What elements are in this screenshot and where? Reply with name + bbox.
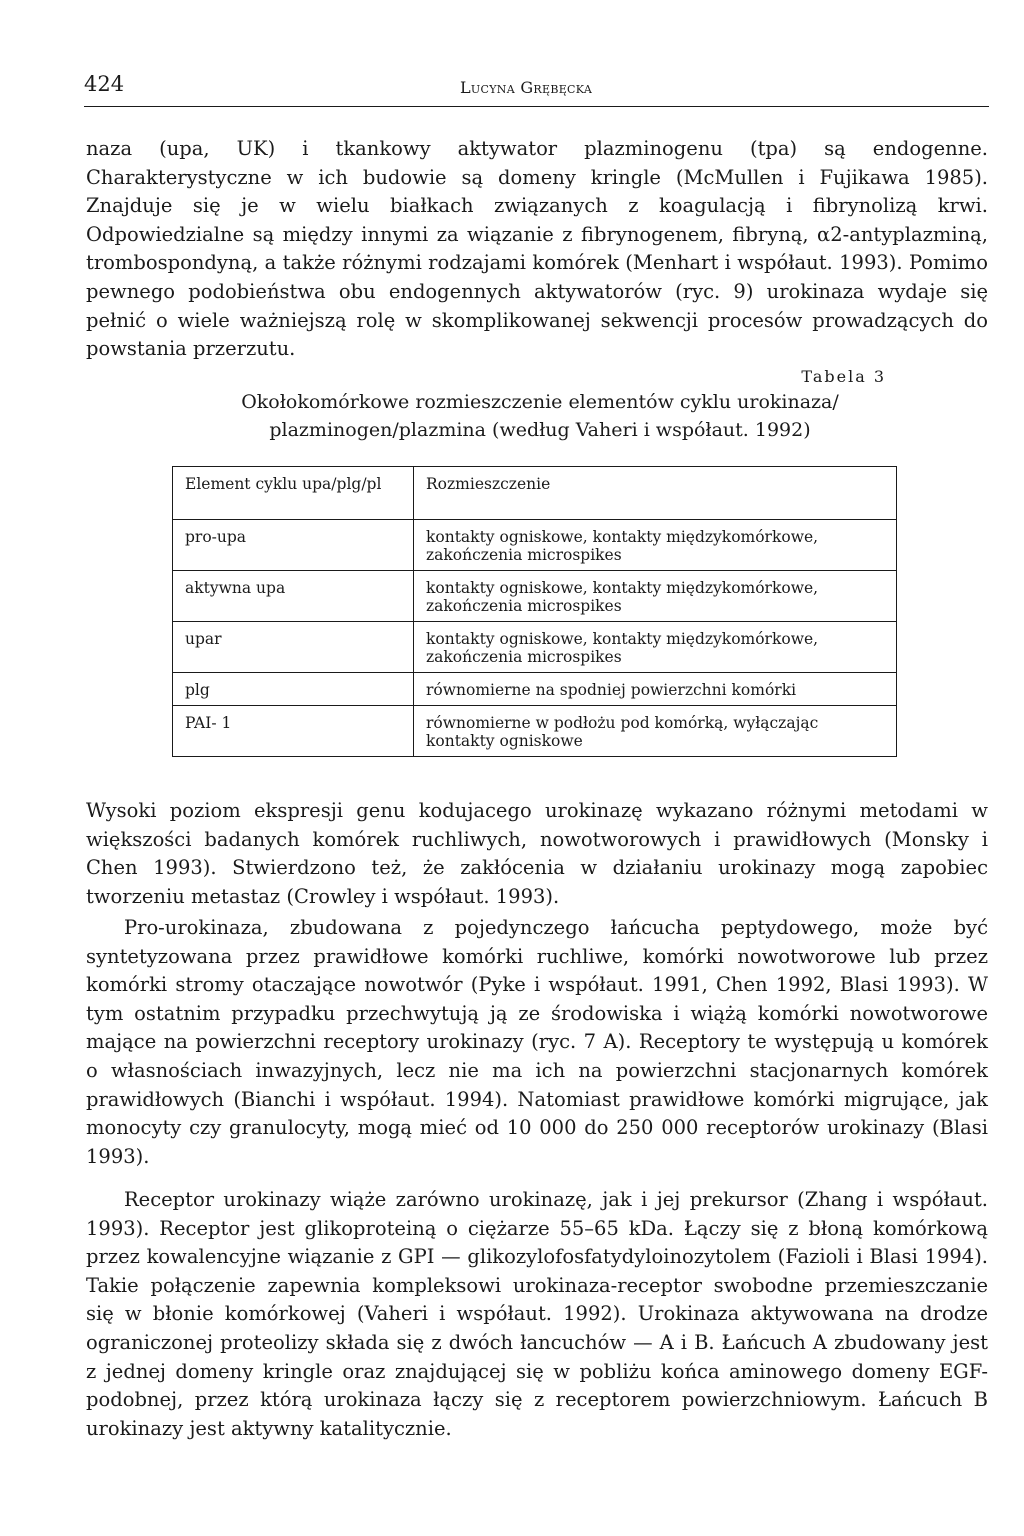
table-row [173,673,897,706]
paragraph-4: Receptor urokinazy wiąże zarówno urokinazę, jak i jej prekursor (Zhang i współaut. 1993). Receptor jest glikoproteiną o ciężarze 55–65 kDa. Łączy się z błoną komórkową przez kowalencyjne wiązanie z GPI — glikozylofosfatydyloinozytolem (Fazioli i Blasi 1994). Takie połączenie zapewnia kompleksowi urokinaza-receptor swobodne przemieszczanie się w błonie komórkowej (Vaheri i współaut. 1992). Urokinaza aktywowana na drodze ograniczonej proteolizy składa się z dwóch łancuchów — A i B. Łańcuch A zbudowany jest z jednej domeny kringle oraz znajdującej się w pobliżu końca aminowego domeny EGF-podobnej, przez którą urokinaza łączy się z receptorem powierzchniowym. Łańcuch B urokinazy jest aktywny katalitycznie. [86,1188,988,1440]
page-header [84,72,989,107]
table-caption [150,388,930,444]
table-caption-line-2: plazminogen/plazmina (według Vaheri i współaut. 1992) [269,419,811,441]
table-cell-distribution: kontakty ogniskowe, kontakty międzykomórkowe, zakończenia microspikes [414,622,897,673]
table-cell-element: plg [173,673,414,706]
running-head: Lucyna Grębęcka [460,78,593,97]
table-caption-line-1: Okołokomórkowe rozmieszczenie elementów cyklu urokinaza/ [241,391,839,413]
table-cell-distribution: równomierne w podłożu pod komórką, wyłączając kontakty ogniskowe [414,706,897,757]
table-header-distribution: Rozmieszczenie [414,467,897,520]
table-cell-distribution: kontakty ogniskowe, kontakty międzykomórkowe, zakończenia microspikes [414,520,897,571]
distribution-table [172,466,897,757]
table-cell-distribution: kontakty ogniskowe, kontakty międzykomórkowe, zakończenia microspikes [414,571,897,622]
table-cell-element: pro-upa [173,520,414,571]
paragraph-3: Pro-urokinaza, zbudowana z pojedynczego łańcucha peptydowego, może być syntetyzowana przez prawidłowe komórki ruchliwe, komórki nowotworowe lub przez komórki stromy otaczające nowotwór (Pyke i współaut. 1991, Chen 1992, Blasi 1993). W tym ostatnim przypadku przechwytują ją ze środowiska i wiążą komórki nowotworowe mające na powierzchni receptory urokinazy (ryc. 7 A). Receptory te występują u komórek o własnościach inwazyjnych, lecz nie ma ich na powierzchni stacjonarnych komórek prawidłowych (Bianchi i współaut. 1994). Natomiast prawidłowe komórki migrujące, jak monocyty czy granulocyty, mogą mieć od 10 000 do 250 000 receptorów urokinazy (Blasi 1993). [86,916,988,1168]
paragraph-2: Wysoki poziom ekspresji genu kodujacego urokinazę wykazano różnymi metodami w większości badanych komórek ruchliwych, nowotworowych i prawidłowych (Monsky i Chen 1993). Stwierdzono też, że zakłócenia w działaniu urokinazy mogą zapobiec tworzeniu metastaz (Crowley i współaut. 1993). [86,799,988,908]
table-cell-distribution: równomierne na spodniej powierzchni komórki [414,673,897,706]
page-number: 424 [84,72,125,96]
table-row [173,706,897,757]
table-row [173,520,897,571]
table-row [173,571,897,622]
table-header-row [173,467,897,520]
table-cell-element: aktywna upa [173,571,414,622]
table-cell-element: upar [173,622,414,673]
table-row [173,622,897,673]
table-cell-element: PAI- 1 [173,706,414,757]
table-number: Tabela 3 [801,367,886,386]
table-header-element: Element cyklu upa/plg/pl [173,467,414,520]
paragraph-1: naza (upa, UK) i tkankowy aktywator plazminogenu (tpa) są endogenne. Charakterystyczne w ich budowie są domeny kringle (McMullen i Fujikawa 1985). Znajduje się je w wielu białkach związanych z koagulacją i fibrynolizą krwi. Odpowiedzialne są między innymi za wiązanie z fibrynogenem, fibryną, α2-antyplazminą, trombospondyną, a także różnymi rodzajami komórek (Menhart i współaut. 1993). Pomimo pewnego podobieństwa obu endogennych aktywatorów (ryc. 9) urokinaza wydaje się pełnić o wiele ważniejszą rolę w skomplikowanej sekwencji procesów prowadzących do powstania przerzutu. [86,137,988,361]
